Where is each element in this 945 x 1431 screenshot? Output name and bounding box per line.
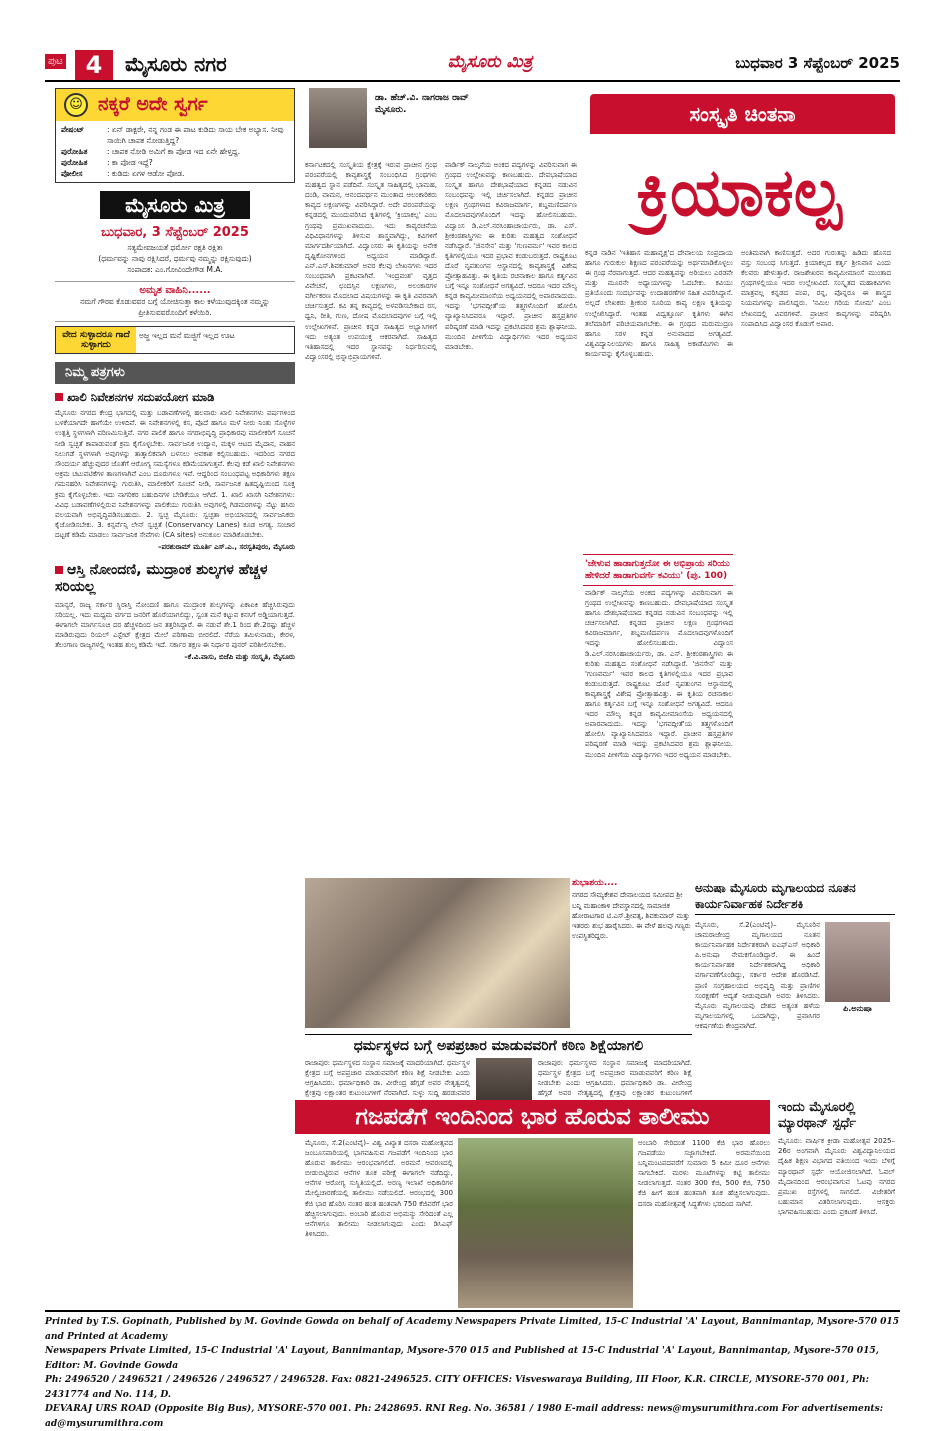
bullet-square-icon [55, 393, 63, 401]
dialog-row [61, 146, 289, 157]
letter2-signature: –ಕೆ.ವಿ.ವಾಸು, ಬಿಜೆಪಿ ಮತ್ತು ಸಂಸ್ಕೃತಿ, ಮೈಸೂರು [184, 652, 295, 661]
laughing-face-icon: ☺ [64, 93, 88, 117]
marathon-body: ಮೈಸೂರು: ವಾರ್ಷಿಕ ಕ್ರೀಡಾ ಮಹೋತ್ಸವ 2025–26ರ ಅಂಗವಾಗಿ ಮೈಸೂರು ವಿಶ್ವವಿದ್ಯಾನಿಲಯದ ದೈಹಿಕ ಶಿಕ್ಷಣ ವಿಭಾಗದ ವತಿಯಿಂದ ಇಂದು ಬೆಳಿಗ್ಗೆ ಮ್ಯಾರಥಾನ್ ಸ್ಪರ್ಧೆ ಆಯೋಜಿಸಲಾಗಿದೆ. ಓವಲ್ ಮೈದಾನದಿಂದ ಆರಂಭವಾಗುವ ಓಟವು ನಗರದ ಪ್ರಮುಖ ರಸ್ತೆಗಳಲ್ಲಿ ಸಾಗಲಿದೆ. ವಿಜೇತರಿಗೆ ಬಹುಮಾನ ವಿತರಿಸಲಾಗುವುದು. ಆಸಕ್ತರು ಭಾಗವಹಿಸಬಹುದು ಎಂದು ಪ್ರಕಟಣೆ ತಿಳಿಸಿದೆ. [778, 1137, 895, 1217]
imprint-line: Ph: 2496520 / 2496521 / 2496526 / 2496527 / 2496528. Fax: 0821-2496525. CITY OFFICES: Visveswaraya Building, III Floor, K.R. CIRCLE, MYSORE-570 001, Ph: 2431774 and No. 114, D. [45, 1374, 869, 1400]
author-name: ಡಾ. ಹೆಚ್.ವಿ. ನಾಗರಾಜ ರಾವ್ ಮೈಸೂರು. [375, 93, 469, 115]
proverb-label: ವೇದ ಸುಳ್ಳಾದರೂ ಗಾದೆ ಸುಳ್ಳಾಗದು [56, 327, 136, 353]
column-banner: ಸಂಸ್ಕೃತಿ ಚಿಂತನಾ [590, 94, 895, 134]
speaker: ಪುರೋಹಿತ [61, 158, 88, 167]
nakkare-box [55, 88, 295, 183]
left-column [55, 88, 295, 662]
feature-col-3b: ವಾರ್ಡಿಕ್ ನಾಲ್ಕನೆಯ ಅಂಕದ ಪದ್ಯಗಳನ್ನು ವಿವರಿಸುವಾಗ ಈ ಗ್ರಂಥದ ಉಲ್ಲೇಖವನ್ನು ಕಾಣಬಹುದು. ದೇವಭಾಷೆಯಾದ ಸಂಸ್ಕೃತ ಹಾಗೂ ದೇಶಭಾಷೆಯಾದ ಕನ್ನಡದ ನಡುವಿನ ಸಂಬಂಧವನ್ನು ಇಲ್ಲಿ ಚರ್ಚಿಸಲಾಗಿದೆ. ಕನ್ನಡದ ಪ್ರಾಚೀನ ಲಕ್ಷಣ ಗ್ರಂಥಗಳಾದ ಕವಿರಾಜಮಾರ್ಗ, ಶಬ್ದಮಣಿದರ್ಪಣ ಮೊದಲಾದವುಗಳೊಂದಿಗೆ ಇದನ್ನು ಹೋಲಿಸಬಹುದು. ವಿದ್ವಾಂಸ ಡಿ.ಎಲ್.ನರಸಿಂಹಾಚಾರ್ಯರು, ಡಾ. ಎಸ್. ಶ್ರೀಕಂಠಶಾಸ್ತ್ರಿಗಳು ಈ ಕುರಿತು ಮಹತ್ವದ ಸಂಶೋಧನೆ ನಡೆಸಿದ್ದಾರೆ. 'ಜಿನಸೇನ' ಮತ್ತು 'ಗುಣವರ್ಮ' ಇವರ ಕಾಲದ ಕೃತಿಗಳಲ್ಲಿಯೂ ಇದರ ಪ್ರಭಾವ ಕಂಡುಬರುತ್ತದೆ. ರಾಷ್ಟ್ರಕೂಟ ದೊರೆ ನೃಪತುಂಗನ ಆಸ್ಥಾನದಲ್ಲಿ ಕಾವ್ಯಶಾಸ್ತ್ರಕ್ಕೆ ವಿಶೇಷ ಪ್ರೋತ್ಸಾಹವಿತ್ತು. ಈ ಕೃತಿಯ ರಚನಾಕಾಲ ಹಾಗೂ ಕರ್ತೃವಿನ ಬಗ್ಗೆ ಇನ್ನೂ ಸಂಶೋಧನೆ ಅಗತ್ಯವಿದೆ. ಆದರೂ ಇದರ ಮೌಲ್ಯ ಕನ್ನಡ ಕಾವ್ಯಮೀಮಾಂಸೆಯ ಅಧ್ಯಯನದಲ್ಲಿ ಅಪಾರವಾದುದು. ಇದನ್ನು 'ಭಗವದ್ಗೀತೆ'ಯ ತತ್ತ್ವಗಳೊಂದಿಗೆ ಹೋಲಿಸಿ ವ್ಯಾಖ್ಯಾನಿಸಿದವರೂ ಇದ್ದಾರೆ. ಪ್ರಾಚೀನ ಹಸ್ತಪ್ರತಿಗಳ ಪರಿಷ್ಕರಣೆ ಮಾಡಿ ಇದನ್ನು ಪ್ರಕಟಿಸಿದವರ ಶ್ರಮ ಶ್ಲಾಘನೀಯ. ಮುಂದಿನ ಪೀಳಿಗೆಯ ವಿದ್ಯಾರ್ಥಿಗಳು ಇದರ ಅಧ್ಯಯನ ಮಾಡಬೇಕು. [585, 589, 733, 759]
amrutha-vahini [55, 281, 295, 322]
feature-col-1: ಕರ್ನಾಟಕದಲ್ಲಿ ಸಂಸ್ಕೃತಿಯ ಕ್ಷೇತ್ರಕ್ಕೆ ಇರುವ ಪ್ರಾಚೀನ ಗ್ರಂಥ ಪರಂಪರೆಯಲ್ಲಿ ಕಾವ್ಯಶಾಸ್ತ್ರಕ್ಕೆ ಸಂಬಂಧಿಸಿದ ಗ್ರಂಥಗಳು ಮಹತ್ವದ ಸ್ಥಾನ ಪಡೆದಿವೆ. ಸಂಸ್ಕೃತ ಸಾಹಿತ್ಯದಲ್ಲಿ ಭಾಮಹ, ದಂಡಿ, ವಾಮನ, ಆನಂದವರ್ಧನ ಮುಂತಾದ ಆಲಂಕಾರಿಕರು ಕಾವ್ಯದ ಲಕ್ಷಣಗಳನ್ನು ವಿವರಿಸಿದ್ದಾರೆ. ಅದೇ ಪರಂಪರೆಯನ್ನು ಕನ್ನಡದಲ್ಲಿ ಮುಂದುವರಿಸಿದ ಕೃತಿಗಳಲ್ಲಿ 'ಕ್ರಿಯಾಕಲ್ಪ' ಎಂಬ ಗ್ರಂಥವು ಪ್ರಮುಖವಾದುದು. ಇದು ಕಾವ್ಯರಚನೆಯ ವಿಧಿವಿಧಾನಗಳನ್ನು ತಿಳಿಸುವ ಶಾಸ್ತ್ರವಾಗಿದ್ದು, ಕವಿಗಳಿಗೆ ಮಾರ್ಗದರ್ಶಿಯಾಗಿದೆ. ವಿದ್ವಾಂಸರು ಈ ಕೃತಿಯನ್ನು ಅನೇಕ ದೃಷ್ಟಿಕೋನಗಳಿಂದ ಅಧ್ಯಯನ ಮಾಡಿದ್ದಾರೆ. ಎನ್.ಎಸ್.ಶಿವಕುಮಾರ್ ಅವರ ಕೆಲವು ಲೇಖನಗಳು ಇದರ ಸಂಬಂಧವಾಗಿ ಪ್ರಕಟವಾಗಿವೆ. 'ಇಂದ್ರವಂಶ' ವೃತ್ತದ ವಿವೇಚನೆ, ಛಂದಸ್ಸಿನ ಲಕ್ಷಣಗಳು, ಅಲಂಕಾರಗಳ ವರ್ಗೀಕರಣ ಮೊದಲಾದ ವಿಷಯಗಳನ್ನು ಈ ಕೃತಿ ವಿವರವಾಗಿ ಚರ್ಚಿಸುತ್ತದೆ. ಕವಿ ತನ್ನ ಕಾವ್ಯದಲ್ಲಿ ಅಳವಡಿಸಬೇಕಾದ ರಸ, ಧ್ವನಿ, ರೀತಿ, ಗುಣ, ದೋಷ ಮೊದಲಾದವುಗಳ ಬಗ್ಗೆ ಇಲ್ಲಿ ಉಲ್ಲೇಖಗಳಿವೆ. ಪ್ರಾಚೀನ ಕನ್ನಡ ಸಾಹಿತ್ಯದ ಅಭ್ಯಾಸಿಗಳಿಗೆ ಇದು ಅತ್ಯಂತ ಉಪಯುಕ್ತ ಆಕರವಾಗಿದೆ. ಸಾಹಿತ್ಯದ ಇತಿಹಾಸದಲ್ಲಿ ಇದರ ಸ್ಥಾನವನ್ನು ನಿರ್ಧರಿಸುವಲ್ಲಿ ವಿದ್ವಾಂಸರಲ್ಲಿ ಭಿನ್ನಾಭಿಪ್ರಾಯಗಳಿವೆ. [305, 161, 437, 361]
imprint-line: Printed by T.S. Gopinath, Published by M. Govinde Gowda on behalf of Academy Newspapers Private Limited, 15-C Industrial 'A' Layout, Bannimantap, Mysore-570 015 and Printed at Academy [45, 1316, 900, 1342]
section-title: ಮೈಸೂರು ನಗರ [125, 52, 227, 76]
amrutha-text: ನಮಗೆ ಗೌರವ ಕೊಡುವವರ ಬಗ್ಗೆ ಯೋಚಿಸುತ್ತಾ ಕಾಲ ಕಳೆಯುವುದಕ್ಕಿಂತ ನಮ್ಮನ್ನು ಪ್ರೀತಿಸುವವರೊಂದಿಗೆ ಕಳೆಯಿರಿ. [80, 297, 270, 317]
line: : ಕಾ ಪೋಡ ಇದ್ದೆ? [107, 158, 153, 167]
gaja-body-1: ಮೈಸೂರು, ಸೆ.2(ಎಂಟಿವೈ)– ವಿಶ್ವ ವಿಖ್ಯಾತ ದಸರಾ ಮಹೋತ್ಸವದ ಜಂಬೂಸವಾರಿಯಲ್ಲಿ ಭಾಗವಹಿಸುವ ಗಜಪಡೆಗೆ ಇಂದಿನಿಂದ ಭಾರ ಹೊರುವ ತಾಲೀಮು ಆರಂಭವಾಗಲಿದೆ. ಅರಮನೆ ಆವರಣದಲ್ಲಿ ಬೀಡುಬಿಟ್ಟಿರುವ ಆನೆಗಳ ತೂಕ ಪರೀಕ್ಷೆ ಈಗಾಗಲೇ ನಡೆದಿದ್ದು, ಆನೆಗಳ ಆರೋಗ್ಯ ಸುಸ್ಥಿತಿಯಲ್ಲಿದೆ. ಅರಣ್ಯ ಇಲಾಖೆ ಅಧಿಕಾರಿಗಳ ಮೇಲ್ವಿಚಾರಣೆಯಲ್ಲಿ ತಾಲೀಮು ನಡೆಯಲಿದೆ. ಆರಂಭದಲ್ಲಿ 300 ಕೆಜಿ ಭಾರ ಹೊರಿಸಿ ನಂತರ ಹಂತ ಹಂತವಾಗಿ 750 ಕೆಜಿವರೆಗೆ ಭಾರ ಹೆಚ್ಚಿಸಲಾಗುವುದು. ಅಂಬಾರಿ ಹೊರುವ ಅಭಿಮನ್ಯು ಸೇರಿದಂತೆ ಎಲ್ಲ ಆನೆಗಳಿಗೂ ತಾಲೀಮು ನೀಡಲಾಗುವುದು ಎಂದು ಡಿಸಿಎಫ್ ತಿಳಿಸಿದರು. [305, 1139, 453, 1238]
anusha-article [695, 880, 895, 1030]
gaja-body-2: ಅಂಬಾರಿ ಸೇರಿದಂತೆ 1100 ಕೆಜಿ ಭಾರ ಹೊರಲು ಗಜಪಡೆಯು ಸಜ್ಜಾಗಬೇಕಿದೆ. ಅರಮನೆಯಿಂದ ಬನ್ನಿಮಂಟಪದವರೆಗೆ ಸುಮಾರು 5 ಕಿಮೀ ದೂರ ಆನೆಗಳು ಸಾಗಬೇಕಿದೆ. ಮರಳು ಮೂಟೆಗಳನ್ನು ಕಟ್ಟಿ ತಾಲೀಮು ನೀಡಲಾಗುತ್ತದೆ. ನಂತರ 300 ಕೆಜಿ, 500 ಕೆಜಿ, 750 ಕೆಜಿ ಹೀಗೆ ಹಂತ ಹಂತವಾಗಿ ತೂಕ ಹೆಚ್ಚಿಸಲಾಗುವುದು. ದಸರಾ ಮಹೋತ್ಸವಕ್ಕೆ ಸಿದ್ಧತೆಗಳು ಭರದಿಂದ ಸಾಗಿವೆ. [638, 1139, 770, 1208]
bullet-square-icon [55, 566, 63, 574]
editor-line: ಸಂಪಾದಕ: ಎಂ.ಗೋವಿಂದೇಗೌಡ M.A. [127, 265, 223, 274]
feature-headline: ಕ್ರಿಯಾಕಲ್ಪ [636, 153, 842, 231]
line: : ಚಾಪಕ ನೋಡಿ ಅಮಿಗೆ ಕಾ ಪೋಡ ಇದ ಏನೇ ಹೇಳ್ತದ್ದ. [107, 147, 240, 156]
speaker: ಪೇಷಂಟ್ [61, 125, 85, 134]
letter2-title: ಆಸ್ತಿ ನೋಂದಣಿ, ಮುದ್ರಾಂಕ ಶುಲ್ಕಗಳ ಹೆಚ್ಚಳ ಸರಿಯಲ್ಲ [55, 561, 268, 595]
publication-date: ಬುಧವಾರ, 3 ಸೆಪ್ಟೆಂಬರ್ 2025 [101, 225, 249, 240]
greetings-text: ನಗರದ ಸೌಮ್ಯಕೇಶವ ದೇವಾಲಯದ ಸಮೀಪದ ಶ್ರೀ ಬನ್ನಿ ಮಹಾಂಕಾಳಿ ದೇವಸ್ಥಾನದಲ್ಲಿ ಸಾಮಾಜಿಕ ಹೋರಾಟಗಾರ ಟಿ.ಎಸ್.ಶ್ರೀವತ್ಸ, ಶಿವಕುಮಾರ್ ಮತ್ತು ಇತರರು ಶುಭ ಹಾರೈಸಿದರು. ಈ ವೇಳೆ ಹಲವು ಗಣ್ಯರು ಉಪಸ್ಥಿತರಿದ್ದರು. [572, 891, 691, 941]
author-photo [309, 88, 367, 148]
speaker-photo [476, 1058, 532, 1104]
page-number: 4 [75, 50, 113, 80]
dharma-body-1: ರಾಜಾಪುರ: ಧರ್ಮಸ್ಥಳದ ಸಂಸ್ಥಾನ ಸಮಾಜಕ್ಕೆ ಮಾದರಿಯಾಗಿದೆ. ಧರ್ಮಸ್ಥಳ ಕ್ಷೇತ್ರದ ಬಗ್ಗೆ ಅಪಪ್ರಚಾರ ಮಾಡುವವರಿಗೆ ಕಠಿಣ ಶಿಕ್ಷೆ ನೀಡಬೇಕು ಎಂದು ಆಗ್ರಹಿಸಿದರು. ಧರ್ಮಾಧಿಕಾರಿ ಡಾ. ವೀರೇಂದ್ರ ಹೆಗ್ಗಡೆ ಅವರ ನೇತೃತ್ವದಲ್ಲಿ ಕ್ಷೇತ್ರವು ಲಕ್ಷಾಂತರ ಕುಟುಂಬಗಳಿಗೆ ನೆರವಾಗಿದೆ. ಸುಳ್ಳು ಸುದ್ದಿ ಹರಡುವವರ [305, 1059, 470, 1098]
feature-col-3: ಕನ್ನಡ ನಾಡಿನ 'ಇತಿಹಾಸ ಮಹಾವೃಕ್ಷ'ದ ದೇವಾಲಯ ಸಂಪ್ರದಾಯ ಹಾಗೂ ಗುರುಕುಲ ಶಿಕ್ಷಣದ ಪರಂಪರೆಯನ್ನು ಅರ್ಥಮಾಡಿಕೊಳ್ಳಲು ಈ ಗ್ರಂಥ ನೆರವಾಗುತ್ತದೆ. ಆದರ ಮಹತ್ವವನ್ನು ಅರಿಯಲು ಎರಡನೇ ಮತ್ತು ಮೂರನೇ ಅಧ್ಯಾಯಗಳನ್ನು ಓದಬೇಕು. ಕವಿಯು ಪ್ರತಿಯೊಂದು ಸಂದರ್ಭವನ್ನು ಉದಾಹರಣೆಗಳ ಸಹಿತ ವಿವರಿಸಿದ್ದಾನೆ. ಅಲ್ಲದೆ ಲೇಖಕರು ಶ್ರೀಕಂಠ ಸೂರಿಯ ಕಾವ್ಯ ಲಕ್ಷಣ ಕೃತಿಯನ್ನು ಉಲ್ಲೇಖಿಸಿದ್ದಾರೆ. ಇಂತಹ ವಿದ್ವತ್ತೂರ್ಣ ಕೃತಿಗಳು ಈಗಿನ ತಲೆಮಾರಿಗೆ ಪರಿಚಯವಾಗಬೇಕು. ಈ ಗ್ರಂಥದ ಮರುಮುದ್ರಣ ಹಾಗೂ ಸರಳ ಕನ್ನಡ ಅನುವಾದದ ಅಗತ್ಯವಿದೆ. ವಿಶ್ವವಿದ್ಯಾನಿಲಯಗಳು ಹಾಗೂ ಸಾಹಿತ್ಯ ಅಕಾಡೆಮಿಗಳು ಈ ಕಾರ್ಯವನ್ನು ಕೈಗೊಳ್ಳಬಹುದು. [585, 249, 733, 358]
motto-meaning: (ಧರ್ಮವನ್ನು ನಾವು ರಕ್ಷಿಸಿದರೆ, ಧರ್ಮವು ನಮ್ಮನ್ನು ರಕ್ಷಿಸುವುದು) [98, 254, 252, 263]
joke-dialog [56, 121, 294, 182]
dialog-row [61, 157, 289, 168]
header-date: ಬುಧವಾರ 3 ಸೆಪ್ಟೆಂಬರ್ 2025 [735, 54, 900, 72]
dialog-row [61, 124, 289, 146]
speaker: ಪುರೋಹಿತ [61, 147, 88, 156]
anusha-headline: ಅನುಷಾ ಮೈಸೂರು ಮೃಗಾಲಯದ ನೂತನ ಕಾರ್ಯನಿರ್ವಾಹಕ ನಿರ್ದೇಶಕಿ [695, 880, 895, 915]
pull-quote: 'ಜೇಳುವ ಹಾಡಾಗುತ್ತದೋ ಈ ಅಭಿಪ್ರಾಯ ಸರಿಯು ಹೇಳಿದರೆ ಹಾಡಾಗುವರ್ಗೆ ಕವಿಯು' (ಪು. 100) [583, 554, 733, 586]
marathon-headline: ಇಂದು ಮೈಸೂರಲ್ಲಿ ಮ್ಯಾರಥಾನ್ ಸ್ಪರ್ಧೆ [778, 1100, 857, 1131]
speaker: ಪೋಲೀಸ [61, 169, 83, 178]
line: : ಏನ್ ಡಾಕ್ಟರೇ, ನನ್ನ ಗಂಡ ಈ ಪಾಟ ಕುಡಿದು ಸಾಯ ಬೇಕ ಅಭ್ಯಾಸ. ನೀವು ಸಾಯಿಗಿ ಚಾಪಕ ನೋಡುತ್ತಿದ್ದ? [107, 125, 284, 145]
anusha-photo [825, 922, 890, 1002]
letter-body: ಮೈಸೂರು ನಗರದ ಕೇಂದ್ರ ಭಾಗದಲ್ಲಿ ಮತ್ತು ಬಡಾವಣೆಗಳಲ್ಲಿ ಹಲವಾರು ಖಾಲಿ ನಿವೇಶನಗಳು ವರ್ಷಗಳಿಂದ ಬಳಕೆಯಾಗದೇ ಹಾಗೆಯೇ ಉಳಿದಿವೆ. ಈ ನಿವೇಶನಗಳಲ್ಲಿ ಕಸ, ಪೊದೆ ಹಾಗೂ ಮಳೆ ನೀರು ನಿಂತು ಸೊಳ್ಳೆಗಳ ಉತ್ಪತ್ತಿ ಸ್ಥಳಗಳಾಗಿ ಪರಿಣಮಿಸುತ್ತಿವೆ. ನಗರ ಪಾಲಿಕೆ ಹಾಗೂ ನಗರಾಭಿವೃದ್ಧಿ ಪ್ರಾಧಿಕಾರವು ಮಾಲೀಕರಿಗೆ ಸೂಚನೆ ನೀಡಿ ಸ್ವಚ್ಛತೆ ಕಾಪಾಡುವಂತೆ ಕ್ರಮ ಕೈಗೊಳ್ಳಬೇಕು. ಸಾರ್ವಜನಿಕ ಉದ್ಯಾನ, ಮಕ್ಕಳ ಆಟದ ಮೈದಾನ, ವಾಹನ ನಿಲುಗಡೆ ಸ್ಥಳಗಳಾಗಿ ಅವುಗಳನ್ನು ತಾತ್ಕಾಲಿಕವಾಗಿ ಬಳಸಲು ಅವಕಾಶ ಕಲ್ಪಿಸಬಹುದು. ಇದರಿಂದ ನಗರದ ಸೌಂದರ್ಯ ಹೆಚ್ಚುವುದರ ಜೊತೆಗೆ ಆರೋಗ್ಯ ಸಮಸ್ಯೆಗಳೂ ಕಡಿಮೆಯಾಗುತ್ತವೆ. ಕೆಲವು ಕಡೆ ಖಾಲಿ ನಿವೇಶನಗಳು ಅಕ್ರಮ ಚಟುವಟಿಕೆಗಳ ತಾಣಗಳಾಗಿವೆ ಎಂಬ ದೂರುಗಳೂ ಇವೆ. ಆದ್ದರಿಂದ ಸಂಬಂಧಪಟ್ಟ ಅಧಿಕಾರಿಗಳು ತಕ್ಷಣ ಗಮನಹರಿಸಿ ನಿವೇಶನಗಳನ್ನು ಗುರುತಿಸಿ, ಮಾಲೀಕರಿಗೆ ಸೂಚನೆ ನೀಡಿ, ಸಾರ್ವಜನಿಕ ಹಿತದೃಷ್ಟಿಯಿಂದ ಸೂಕ್ತ ಕ್ರಮ ಕೈಗೊಳ್ಳಬೇಕು. ಇದು ನಾಗರಿಕರ ಬಹುದಿನಗಳ ಬೇಡಿಕೆಯೂ ಆಗಿದೆ. 1. ಖಾಲಿ ಖಾಸಗಿ ನಿವೇಶನಗಳು: ವಿವಿಧ ಬಡಾವಣೆಗಳಲ್ಲಿರುವ ನಿವೇಶನಗಳನ್ನು ಪಾಲಿಕೆಯು ಗುರುತಿಸಿ ಅವುಗಳಲ್ಲಿ ಗಿಡಮರಗಳನ್ನು ನೆಟ್ಟು ಹಸಿರು ವಲಯವಾಗಿ ಅಭಿವೃದ್ಧಿಪಡಿಸಬಹುದು. 2. ಸ್ವಚ್ಛ ಮೈಸೂರು: ಸ್ವಚ್ಛತಾ ಅಭಿಯಾನದಲ್ಲಿ ಸಾರ್ವಜನಿಕರು ಕೈಜೋಡಿಸಬೇಕು. 3. ಕನ್ಸರ್ವೆನ್ಸಿ ಲೇನ್ ಸ್ವಚ್ಛತೆ (Conservancy Lanes) ಕೂಡ ಅಗತ್ಯ. ಸಂಚಾರ ದಟ್ಟಣೆ ಕಡಿಮೆ ಮಾಡಲು ಸಾರ್ವಜನಿಕ ಸೇವೆಗಳು (CA sites) ಅನುಕೂಲ ಮಾಡಿಕೊಡಬೇಕು. [55, 409, 295, 540]
masthead-small: ಮೈಸೂರು ಮಿತ್ರ [447, 52, 533, 72]
greetings-title: ಶುಭಾಶಯ.... [572, 878, 618, 888]
feature-col-4: ಅಂತಿಮವಾಗಿ ಕಾಣಿಸುತ್ತದೆ. ಅದರ ಗುರುತನ್ನು ಹಿಡಿದು ಹೊಸದ ವಸ್ತು ಸಂಬಂಧ ಸಿಗುತ್ತದೆ. ಕ್ರಿಯಾಕಲ್ಪದ ಕರ್ತೃ ಶ್ರೀನಿವಾಸ ಎಂದು ಕೆಲವರು ಹೇಳುತ್ತಾರೆ. ರಾಜಶೇಖರನ ಕಾವ್ಯಮೀಮಾಂಸೆ ಮುಂತಾದ ಗ್ರಂಥಗಳಲ್ಲಿಯೂ ಇದರ ಉಲ್ಲೇಖವಿದೆ. ಸಂಸ್ಕೃತದ ಮಹಾಕವಿಗಳು ಮಾತ್ರವಲ್ಲ ಕನ್ನಡದ ಪಂಪ, ರನ್ನ, ಪೊನ್ನರೂ ಈ ಶಾಸ್ತ್ರದ ನಿಯಮಗಳನ್ನು ಪಾಲಿಸಿದ್ದರು. 'ನಮಿಲ ಗರಿಯ ಸೋಮ' ಎಂಬ ಲೇಖನದಲ್ಲಿ ವಿವರಗಳಿವೆ. ಪ್ರಾಚೀನ ಕಾವ್ಯಗಳನ್ನು ಪರಿಷ್ಕರಿಸಿ ಸಂಪಾದಿಸಿದ ವಿದ್ವಾಂಸರ ಕೊಡುಗೆ ಅಪಾರ. [741, 249, 891, 328]
greetings-box [572, 878, 692, 1028]
imprint-line: DEVARAJ URS ROAD (Opposite Big Bus), MYSORE-570 001. Ph: 2428695. RNI Reg. No. 36581 / 1980 E-mail address: news@mysurumithra.com For advertisements: ad@mysurumithra.com [45, 1403, 884, 1429]
page-label: ಪುಟ [45, 54, 66, 69]
nakkare-title: ನಕ್ಕರೆ ಅದೇ ಸ್ವರ್ಗ [98, 93, 208, 115]
amrutha-title: ಅಮೃತ ವಾಹಿನಿ...... [139, 285, 211, 296]
dialog-row [61, 168, 289, 179]
letters-header: ನಿಮ್ಮ ಪತ್ರಗಳು [55, 362, 295, 384]
gaja-headline: ಗಜಪಡೆಗೆ ಇಂದಿನಿಂದ ಭಾರ ಹೊರುವ ತಾಲೀಮು [295, 1100, 770, 1134]
page-header [45, 50, 900, 82]
elephant-photo [458, 1138, 633, 1308]
imprint-footer [45, 1310, 900, 1431]
line: : ಕುಡಿದು ಏಗಳ ಆಡೋ ಪೋಡ. [107, 169, 185, 178]
proverb-text: ಅಜ್ಜ ಇಲ್ಲದ ಮನೆ ಮಜ್ಜಿಗೆ ಇಲ್ಲದ ಊಟ [139, 331, 235, 340]
event-photo [305, 878, 570, 1028]
motto: ಸತ್ಯಮೇವಜಯತೆ ಧರ್ಮೋ ರಕ್ಷತಿ ರಕ್ಷಿತಃ [127, 243, 223, 252]
publication-info [55, 240, 295, 277]
feature-col-2: ವಾರ್ಡಿಕ್ ನಾಲ್ಕನೆಯ ಅಂಕದ ಪದ್ಯಗಳನ್ನು ವಿವರಿಸುವಾಗ ಈ ಗ್ರಂಥದ ಉಲ್ಲೇಖವನ್ನು ಕಾಣಬಹುದು. ದೇವಭಾಷೆಯಾದ ಸಂಸ್ಕೃತ ಹಾಗೂ ದೇಶಭಾಷೆಯಾದ ಕನ್ನಡದ ನಡುವಿನ ಸಂಬಂಧವನ್ನು ಇಲ್ಲಿ ಚರ್ಚಿಸಲಾಗಿದೆ. ಕನ್ನಡದ ಪ್ರಾಚೀನ ಲಕ್ಷಣ ಗ್ರಂಥಗಳಾದ ಕವಿರಾಜಮಾರ್ಗ, ಶಬ್ದಮಣಿದರ್ಪಣ ಮೊದಲಾದವುಗಳೊಂದಿಗೆ ಇದನ್ನು ಹೋಲಿಸಬಹುದು. ವಿದ್ವಾಂಸ ಡಿ.ಎಲ್.ನರಸಿಂಹಾಚಾರ್ಯರು, ಡಾ. ಎಸ್. ಶ್ರೀಕಂಠಶಾಸ್ತ್ರಿಗಳು ಈ ಕುರಿತು ಮಹತ್ವದ ಸಂಶೋಧನೆ ನಡೆಸಿದ್ದಾರೆ. 'ಜಿನಸೇನ' ಮತ್ತು 'ಗುಣವರ್ಮ' ಇವರ ಕಾಲದ ಕೃತಿಗಳಲ್ಲಿಯೂ ಇದರ ಪ್ರಭಾವ ಕಂಡುಬರುತ್ತದೆ. ರಾಷ್ಟ್ರಕೂಟ ದೊರೆ ನೃಪತುಂಗನ ಆಸ್ಥಾನದಲ್ಲಿ ಕಾವ್ಯಶಾಸ್ತ್ರಕ್ಕೆ ವಿಶೇಷ ಪ್ರೋತ್ಸಾಹವಿತ್ತು. ಈ ಕೃತಿಯ ರಚನಾಕಾಲ ಹಾಗೂ ಕರ್ತೃವಿನ ಬಗ್ಗೆ ಇನ್ನೂ ಸಂಶೋಧನೆ ಅಗತ್ಯವಿದೆ. ಆದರೂ ಇದರ ಮೌಲ್ಯ ಕನ್ನಡ ಕಾವ್ಯಮೀಮಾಂಸೆಯ ಅಧ್ಯಯನದಲ್ಲಿ ಅಪಾರವಾದುದು. ಇದನ್ನು 'ಭಗವದ್ಗೀತೆ'ಯ ತತ್ತ್ವಗಳೊಂದಿಗೆ ಹೋಲಿಸಿ ವ್ಯಾಖ್ಯಾನಿಸಿದವರೂ ಇದ್ದಾರೆ. ಪ್ರಾಚೀನ ಹಸ್ತಪ್ರತಿಗಳ ಪರಿಷ್ಕರಣೆ ಮಾಡಿ ಇದನ್ನು ಪ್ರಕಟಿಸಿದವರ ಶ್ರಮ ಶ್ಲಾಘನೀಯ. ಮುಂದಿನ ಪೀಳಿಗೆಯ ವಿದ್ಯಾರ್ಥಿಗಳು ಇದರ ಅಧ್ಯಯನ ಮಾಡಬೇಕು. [445, 161, 577, 351]
nakkare-header [56, 89, 294, 121]
photo-caption: ಪಿ.ಅನುಷಾ [843, 1004, 872, 1013]
proverb-box [55, 326, 295, 354]
imprint-line: Newspapers Private Limited, 15-C Industrial 'A' Layout, Bannimantap, Mysore-570 015 and Published at 15-C Industrial 'A' Layout, Bannimantap, Mysore-570 015, Editor: M. Govinde Gowda [45, 1345, 879, 1371]
letter-signature: –ಪರಶುರಾಮ್ ಮೂರ್ತಿ ಎಸ್.ಎ., ಸರಸ್ವತಿಪುರಂ, ಮೈಸೂರು [157, 542, 295, 551]
dharma-body-2: ರಾಜಾಪುರ: ಧರ್ಮಸ್ಥಳದ ಸಂಸ್ಥಾನ ಸಮಾಜಕ್ಕೆ ಮಾದರಿಯಾಗಿದೆ. ಧರ್ಮಸ್ಥಳ ಕ್ಷೇತ್ರದ ಬಗ್ಗೆ ಅಪಪ್ರಚಾರ ಮಾಡುವವರಿಗೆ ಕಠಿಣ ಶಿಕ್ಷೆ ನೀಡಬೇಕು ಎಂದು ಆಗ್ರಹಿಸಿದರು. ಧರ್ಮಾಧಿಕಾರಿ ಡಾ. ವೀರೇಂದ್ರ ಹೆಗ್ಗಡೆ ಅವರ ನೇತೃತ್ವದಲ್ಲಿ ಕ್ಷೇತ್ರವು ಲಕ್ಷಾಂತರ ಕುಟುಂಬಗಳಿಗೆ [538, 1059, 692, 1098]
dharma-headline: ಧರ್ಮಸ್ಥಳದ ಬಗ್ಗೆ ಅಪಪ್ರಚಾರ ಮಾಡುವವರಿಗೆ ಕಠಿಣ ಶಿಕ್ಷೆಯಾಗಲಿ [305, 1034, 692, 1055]
marathon-article [778, 1100, 895, 1296]
letter-title: ಖಾಲಿ ನಿವೇಶನಗಳ ಸದುಪಯೋಗ ಮಾಡಿ [55, 390, 295, 405]
anusha-body: ಮೈಸೂರು, ಸೆ.2(ಎಂಟಿವೈ)– ಮೈಸೂರಿನ ಚಾಮರಾಜೇಂದ್ರ ಮೃಗಾಲಯದ ನೂತನ ಕಾರ್ಯನಿರ್ವಾಹಕ ನಿರ್ದೇಶಕರಾಗಿ ಐಎಫ್‌ಎಸ್ ಅಧಿಕಾರಿ ಪಿ.ಅನುಷಾ ನೇಮಕಗೊಂಡಿದ್ದಾರೆ. ಈ ಹಿಂದೆ ಕಾರ್ಯನಿರ್ವಾಹಕ ನಿರ್ದೇಶಕರಾಗಿದ್ದ ಅಧಿಕಾರಿ ವರ್ಗಾವಣೆಗೊಂಡಿದ್ದು, ಸರ್ಕಾರ ಆದೇಶ ಹೊರಡಿಸಿದೆ. ಪ್ರಾಣಿ ಸಂಗ್ರಹಾಲಯದ ಅಭಿವೃದ್ಧಿ ಮತ್ತು ಪ್ರಾಣಿಗಳ ಸಂರಕ್ಷಣೆಗೆ ಆದ್ಯತೆ ನೀಡುವುದಾಗಿ ಅವರು ತಿಳಿಸಿದರು. ಮೈಸೂರು ಮೃಗಾಲಯವು ದೇಶದ ಅತ್ಯಂತ ಹಳೆಯ ಮೃಗಾಲಯಗಳಲ್ಲಿ ಒಂದಾಗಿದ್ದು, ಪ್ರವಾಸಿಗರ ಆಕರ್ಷಣೆಯ ಕೇಂದ್ರವಾಗಿದೆ. [695, 921, 820, 1030]
letter2-body: ಮಾನ್ಯರೆ, ರಾಜ್ಯ ಸರ್ಕಾರ ಸ್ಥಿರಾಸ್ತಿ ನೋಂದಣಿ ಹಾಗೂ ಮುದ್ರಾಂಕ ಶುಲ್ಕಗಳನ್ನು ಏಕಾಏಕಿ ಹೆಚ್ಚಿಸಿರುವುದು ಸರಿಯಲ್ಲ. ಇದು ಮಧ್ಯಮ ವರ್ಗದ ಜನರಿಗೆ ಹೊರೆಯಾಗಲಿದ್ದು, ಸ್ವಂತ ಮನೆ ಕಟ್ಟುವ ಕನಸಿಗೆ ಅಡ್ಡಿಯಾಗುತ್ತದೆ. ಈಗಾಗಲೇ ಮಾರ್ಗಸೂಚಿ ದರ ಹೆಚ್ಚಳದಿಂದ ಜನ ತತ್ತರಿಸಿದ್ದಾರೆ. ಈ ನಡುವೆ ಶೇ.1 ರಿಂದ ಶೇ.2ರಷ್ಟು ಹೆಚ್ಚಳ ಮಾಡಿರುವುದು ರಿಯಲ್ ಎಸ್ಟೇಟ್ ಕ್ಷೇತ್ರದ ಮೇಲೆ ಪರಿಣಾಮ ಬೀರಲಿದೆ. ನೆರೆಯ ತಮಿಳುನಾಡು, ಕೇರಳ, ತೆಲಂಗಾಣ ರಾಜ್ಯಗಳಲ್ಲಿ ಇಂತಹ ಶುಲ್ಕ ಕಡಿಮೆ ಇದೆ. ಸರ್ಕಾರ ತಕ್ಷಣ ಈ ನಿರ್ಧಾರ ಪುನರ್ ಪರಿಶೀಲಿಸಬೇಕು. [55, 600, 295, 650]
author-box [305, 88, 580, 154]
masthead-logo: ಮೈಸೂರು ಮಿತ್ರ [100, 191, 250, 219]
